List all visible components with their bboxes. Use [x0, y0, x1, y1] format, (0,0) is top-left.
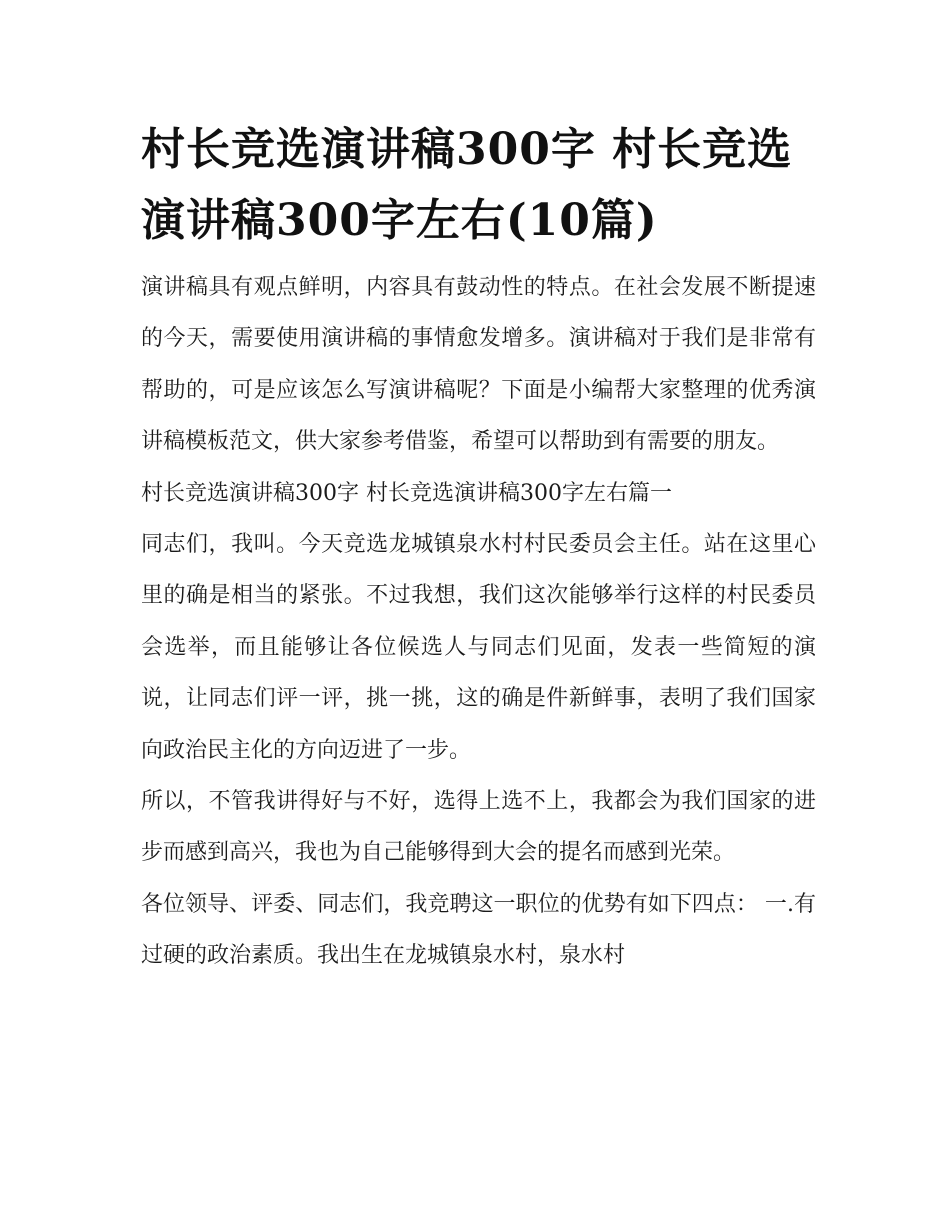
- body-paragraph: 同志们，我叫。今天竞选龙城镇泉水村村民委员会主任。站在这里心里的确是相当的紧张。不过我想，我们这次能够举行这样的村民委员会选举，而且能够让各位候选人与同志们见面，发表一些简短的演说，让同志们评一评，挑一挑，这的确是件新鲜事，表明了我们国家向政治民主化的方向迈进了一步。: [141, 532, 816, 763]
- document-title: 村长竞选演讲稿300字 村长竞选演讲稿300字左右(10篇): [141, 124, 793, 246]
- document-body: [141, 114, 816, 982]
- body-paragraph: 各位领导、评委、同志们，我竞聘这一职位的优势有如下四点： 一.有过硬的政治素质。我出生在龙城镇泉水村，泉水村: [141, 891, 816, 969]
- intro-paragraph: 演讲稿具有观点鲜明，内容具有鼓动性的特点。在社会发展不断提速的今天，需要使用演讲稿的事情愈发增多。演讲稿对于我们是非常有帮助的，可是应该怎么写演讲稿呢？下面是小编帮大家整理的优秀演讲稿模板范文，供大家参考借鉴，希望可以帮助到有需要的朋友。: [141, 275, 816, 455]
- section-heading: 村长竞选演讲稿300字 村长竞选演讲稿300字左右篇一: [141, 480, 672, 506]
- body-paragraph: 所以，不管我讲得好与不好，选得上选不上，我都会为我们国家的进步而感到高兴，我也为自己能够得到大会的提名而感到光荣。: [141, 789, 816, 866]
